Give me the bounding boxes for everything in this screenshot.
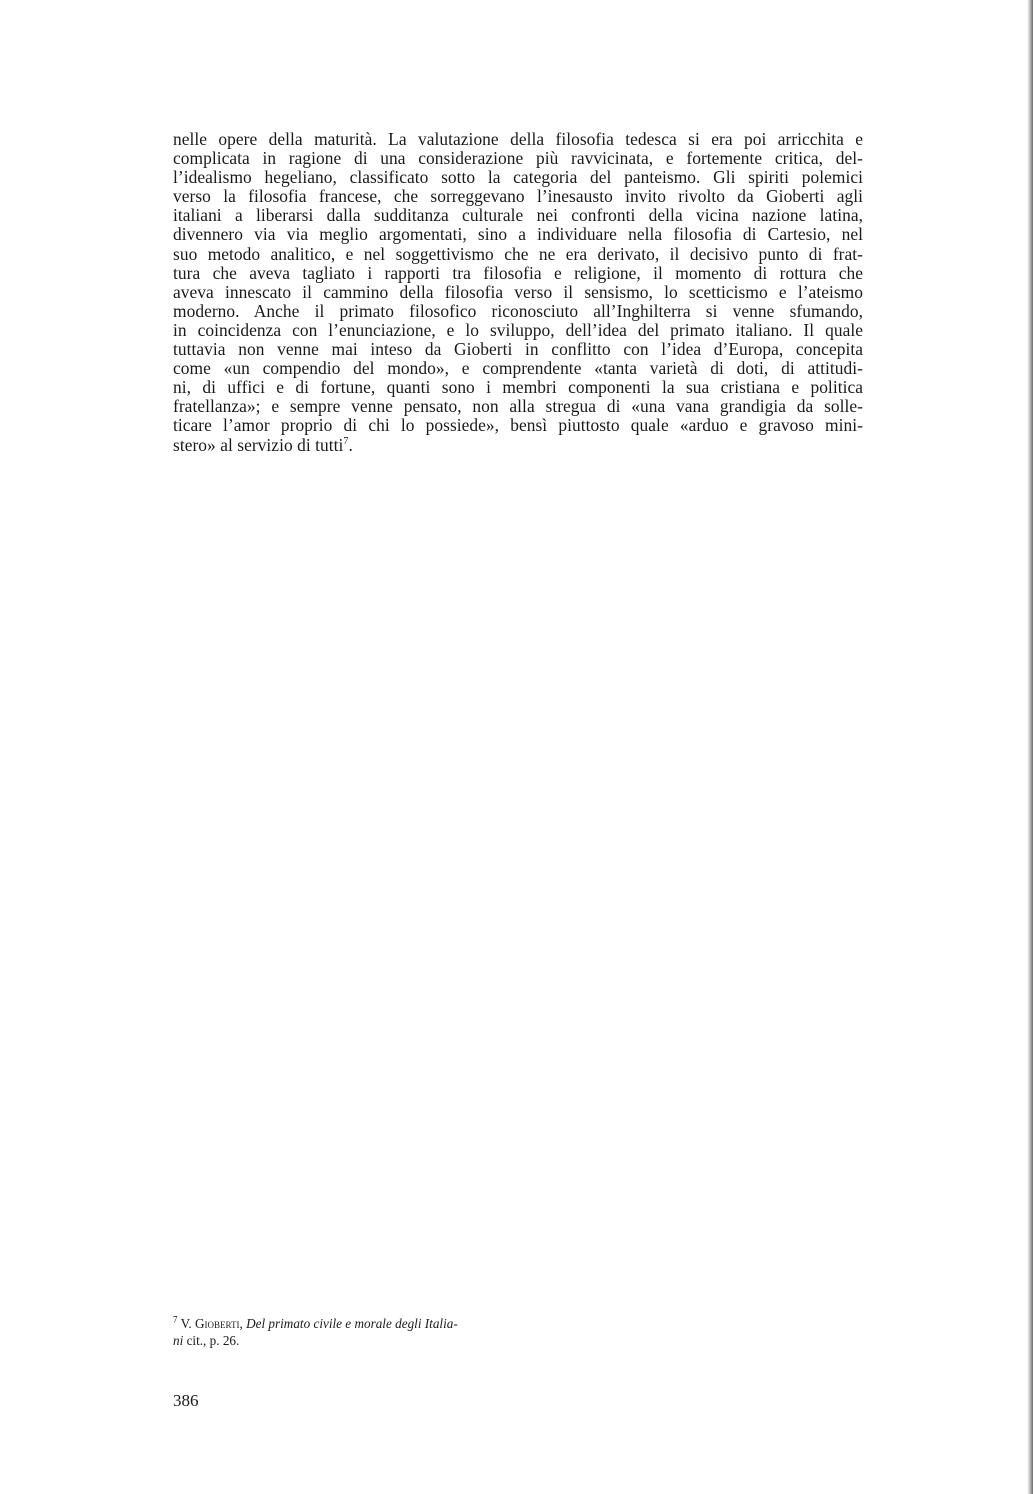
text-line: verso la filosofia francese, che sorreggevano l’inesausto invito rivolto da Gioberti agli <box>173 187 863 207</box>
footnote-author: Gioberti <box>194 1316 240 1331</box>
footnote-reference[interactable]: 7 <box>343 435 349 447</box>
text-line-last: stero» al servizio di tutti$^7$. <box>173 435 353 455</box>
text-line: ticare l’amor proprio di chi lo possiede», bensì piuttosto quale «arduo e gravoso mini- <box>173 416 863 436</box>
text-line: ni, di uffici e di fortune, quanti sono i membri componenti la sua cristiana e politica <box>173 378 863 398</box>
footnote-citation: cit., p. 26. <box>183 1332 240 1348</box>
text-line: l’idealismo hegeliano, classificato sotto la categoria del panteismo. Gli spiriti polemici <box>173 168 863 188</box>
text-line: tuttavia non venne mai inteso da Gioberti in conflitto con l’idea d’Europa, concepita <box>173 340 863 360</box>
text-line: divennero via via meglio argomentati, sino a individuare nella filosofia di Cartesio, nel <box>173 225 863 245</box>
footnote-title: Del primato civile e morale degli Italia- <box>246 1316 458 1331</box>
text-line: fratellanza»; e sempre venne pensato, non alla stregua di «una vana grandigia da solle- <box>173 397 863 417</box>
text-line: tura che aveva tagliato i rapporti tra filosofia e religione, il momento di rottura che <box>173 263 863 283</box>
footnote <box>173 1316 543 1349</box>
footnote-separator: , <box>239 1316 247 1331</box>
scan-edge-shadow <box>1027 0 1033 1494</box>
footnote-title-continued: ni <box>173 1332 184 1348</box>
text-line: complicata in ragione di una considerazione più ravvicinata, e fortemente critica, del- <box>173 149 863 169</box>
page-number: 386 <box>173 1391 199 1410</box>
text-line: nelle opere della maturità. La valutazione della filosofia tedesca si era poi arricchita e <box>173 130 863 149</box>
text-line: moderno. Anche il primato filosofico riconosciuto all’Inghilterra si venne sfumando, <box>173 301 863 321</box>
text-line: suo metodo analitico, e nel soggettivismo che ne era derivato, il decisivo punto di frat- <box>173 244 863 264</box>
footnote-author-initial: V. <box>180 1316 195 1331</box>
text-line: italiani a liberarsi dalla sudditanza culturale nei confronti della vicina nazione latina, <box>173 206 863 226</box>
text-line-content: stero» al servizio di tutti <box>173 435 344 455</box>
text-line: come «un compendio del mondo», e comprendente «tanta varietà di doti, di attitudi- <box>173 359 863 379</box>
footnote-number: 7 <box>173 1314 178 1325</box>
body-paragraph <box>173 130 863 455</box>
text-line: aveva innescato il cammino della filosofia verso il sensismo, lo scetticismo e l’ateismo <box>173 282 863 302</box>
text-line: in coincidenza con l’enunciazione, e lo sviluppo, dell’idea del primato italiano. Il quale <box>173 320 863 340</box>
